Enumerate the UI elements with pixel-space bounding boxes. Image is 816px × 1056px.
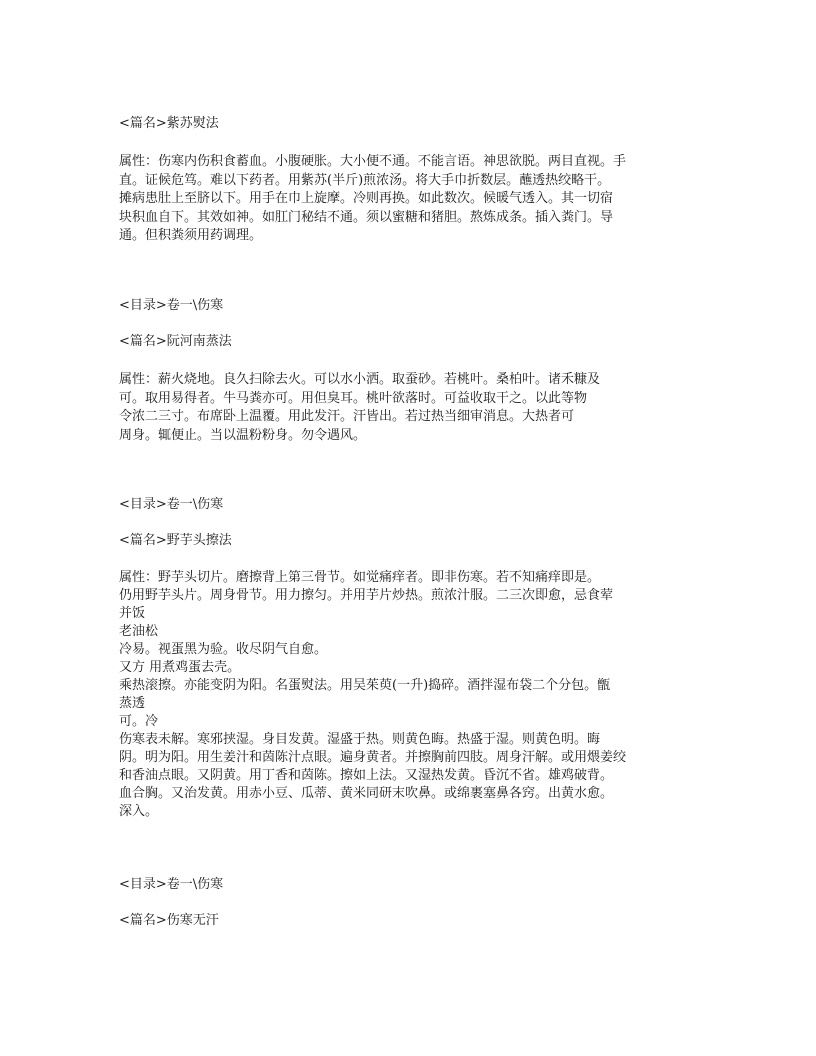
- body-line: 摊病患肚上至脐以下。用手在巾上旋摩。冷则再换。如此数次。候暖气透入。其一切宿: [119, 191, 614, 206]
- section-title: <篇名>紫苏熨法: [119, 116, 219, 131]
- section-title: <篇名>伤寒无汗: [119, 913, 219, 928]
- body-line: 阴。明为阳。用生姜汁和茵陈汁点眼。遍身黄者。并擦胸前四肢。周身汗解。或用煨姜绞: [119, 750, 627, 765]
- body-line: 仍用野芋头片。周身骨节。用力擦匀。并用芋片炒热。煎浓汁服。二三次即愈，忌食荤: [119, 588, 614, 603]
- body-line: 和香油点眼。又阴黄。用丁香和茵陈。擦如上法。又湿热发黄。昏沉不省。雄鸡破背。: [119, 768, 614, 783]
- body-line: 老油松: [119, 624, 159, 639]
- catalog-label: <目录>卷一\伤寒: [119, 298, 224, 313]
- body-line: 属性：伤寒内伤积食蓄血。小腹硬胀。大小便不通。不能言语。神思欲脱。两目直视。手: [119, 154, 627, 169]
- body-line: 通。但积粪须用药调理。: [119, 228, 263, 243]
- body-line: 直。证候危笃。难以下药者。用紫苏(半斤)煎浓汤。将大手巾折数层。蘸透热绞略干。: [119, 173, 611, 188]
- body-line: 深入。: [119, 804, 159, 819]
- body-line: 可。冷: [119, 714, 159, 729]
- catalog-label: <目录>卷一\伤寒: [119, 877, 224, 892]
- catalog-label: <目录>卷一\伤寒: [119, 497, 224, 512]
- body-line: 血合胸。又治发黄。用赤小豆、瓜蒂、黄米同研末吹鼻。或绵裹塞鼻各窍。出黄水愈。: [119, 786, 614, 801]
- section-title: <篇名>野芋头擦法: [119, 533, 232, 548]
- body-line: 块积血自下。其效如神。如肛门秘结不通。须以蜜糖和猪胆。熬炼成条。插入粪门。导: [119, 210, 614, 225]
- body-line: 又方 用煮鸡蛋去壳。: [119, 660, 241, 675]
- body-line: 蒸透: [119, 696, 146, 711]
- body-line: 并饭: [119, 606, 146, 621]
- body-line: 伤寒表未解。寒邪挟湿。身目发黄。湿盛于热。则黄色晦。热盛于湿。则黄色明。晦: [119, 732, 601, 747]
- body-line: 可。取用易得者。牛马粪亦可。用但臭耳。桃叶欲落时。可益收取干之。以此等物: [119, 391, 588, 406]
- body-line: 属性：薪火烧地。良久扫除去火。可以水小洒。取蚕砂。若桃叶。桑柏叶。诸禾糠及: [119, 372, 601, 387]
- section-title: <篇名>阮河南蒸法: [119, 334, 232, 349]
- body-line: 冷易。视蛋黑为验。收尽阴气自愈。: [119, 642, 328, 657]
- body-line: 令浓二三寸。布席卧上温覆。用此发汗。汗皆出。若过热当细审消息。大热者可: [119, 409, 575, 424]
- body-line: 周身。辄便止。当以温粉粉身。勿令遇风。: [119, 428, 367, 443]
- body-line: 属性：野芋头切片。磨擦背上第三骨节。如觉痛痒者。即非伤寒。若不知痛痒即是。: [119, 570, 601, 585]
- body-line: 乘热滚擦。亦能变阴为阳。名蛋熨法。用吴茱萸(一升)捣碎。酒拌湿布袋二个分包。甑: [119, 678, 611, 693]
